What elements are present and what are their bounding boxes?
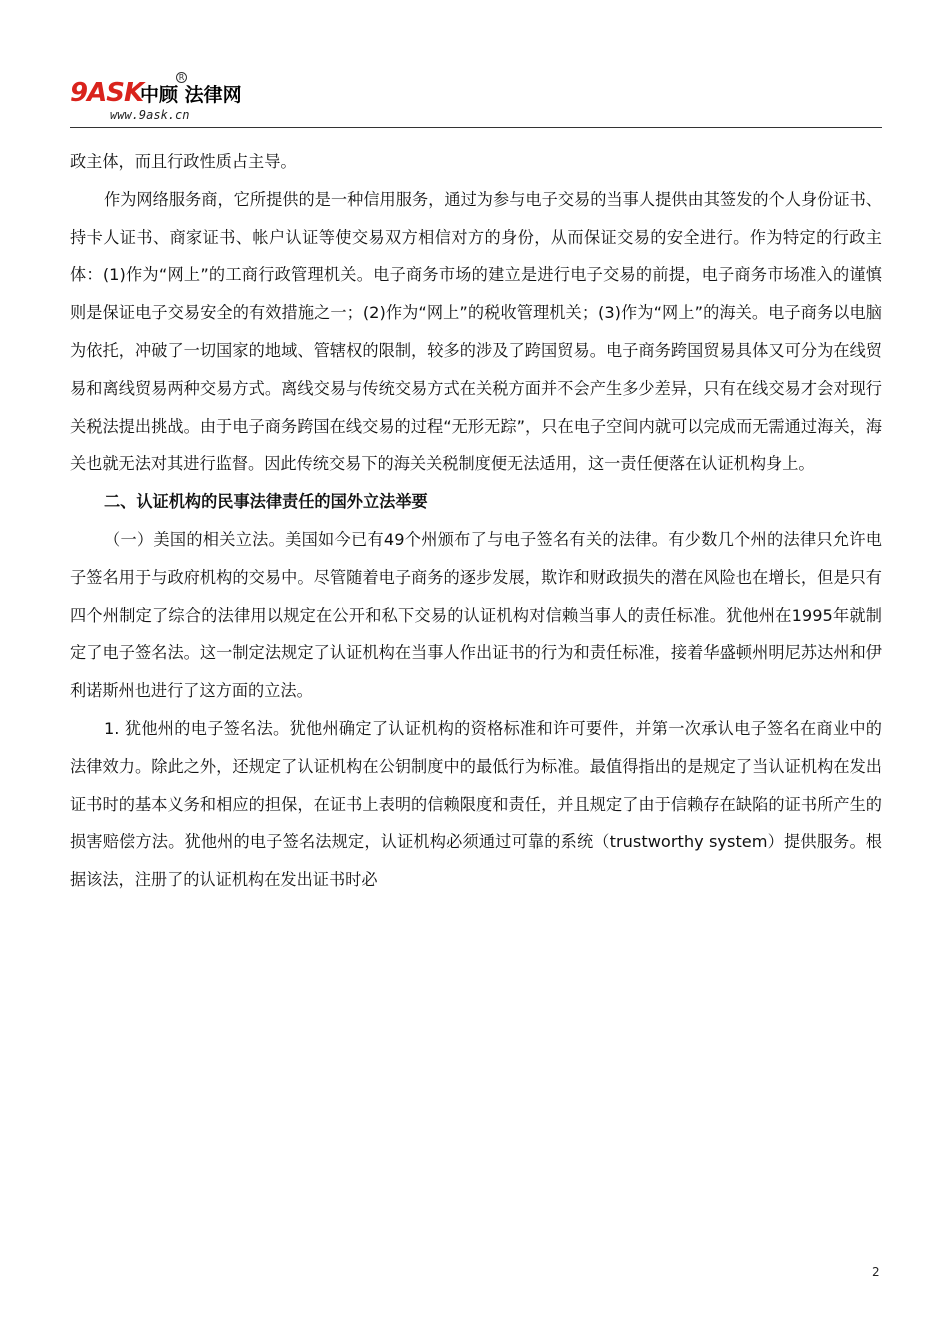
logo-brand: 中顾 法律网 [140, 84, 242, 106]
registered-mark-icon: R [176, 72, 187, 83]
page-header [70, 72, 882, 128]
paragraph: 政主体，而且行政性质占主导。 [70, 152, 297, 171]
logo-mark: 9ASK [70, 78, 144, 108]
document-body [70, 143, 882, 899]
paragraph: 1. 犹他州的电子签名法。犹他州确定了认证机构的资格标准和许可要件，并第一次承认电子签名在商业中的法律效力。除此之外，还规定了认证机构在公钥制度中的最低行为标准。最值得指出的是规定了当认证机构在发出证书时的基本义务和相应的担保，在证书上表明的信赖限度和责任，并且规定了由于信赖存在缺陷的证书所产生的损害赔偿方法。犹他州的电子签名法规定，认证机构必须通过可靠的系统（trustworthy system）提供服务。根据该法，注册了的认证机构在发出证书时必 [70, 718, 882, 890]
logo-url: www.9ask.cn [110, 108, 190, 122]
paragraph: （一）美国的相关立法。美国如今已有49个州颁布了与电子签名有关的法律。有少数几个州的法律只允许电子签名用于与政府机构的交易中。尽管随着电子商务的逐步发展，欺诈和财政损失的潜在风险也在增长，但是只有四个州制定了综合的法律用以规定在公开和私下交易的认证机构对信赖当事人的责任标准。犹他州在1995年就制定了电子签名法。这一制定法规定了认证机构在当事人作出证书的行为和责任标准，接着华盛顿州明尼苏达州和伊利诺斯州也进行了这方面的立法。 [70, 529, 882, 701]
page-number: 2 [872, 1265, 880, 1279]
section-heading: 二、认证机构的民事法律责任的国外立法举要 [104, 492, 428, 512]
paragraph: 作为网络服务商，它所提供的是一种信用服务，通过为参与电子交易的当事人提供由其签发的个人身份证书、持卡人证书、商家证书、帐户认证等使交易双方相信对方的身份，从而保证交易的安全进行。作为特定的行政主体：(1)作为“网上”的工商行政管理机关。电子商务市场的建立是进行电子交易的前提，电子商务市场准入的谨慎则是保证电子交易安全的有效措施之一；(2)作为“网上”的税收管理机关；(3)作为“网上”的海关。电子商务以电脑为依托，冲破了一切国家的地域、管辖权的限制，较多的涉及了跨国贸易。电子商务跨国贸易具体又可分为在线贸易和离线贸易两种交易方式。离线交易与传统交易方式在关税方面并不会产生多少差异，只有在线交易才会对现行关税法提出挑战。由于电子商务跨国在线交易的过程“无形无踪”，只在电子空间内就可以完成而无需通过海关，海关也就无法对其进行监督。因此传统交易下的海关关税制度便无法适用，这一责任便落在认证机构身上。 [70, 189, 882, 474]
site-logo[interactable] [70, 73, 290, 126]
header-divider [70, 127, 882, 128]
